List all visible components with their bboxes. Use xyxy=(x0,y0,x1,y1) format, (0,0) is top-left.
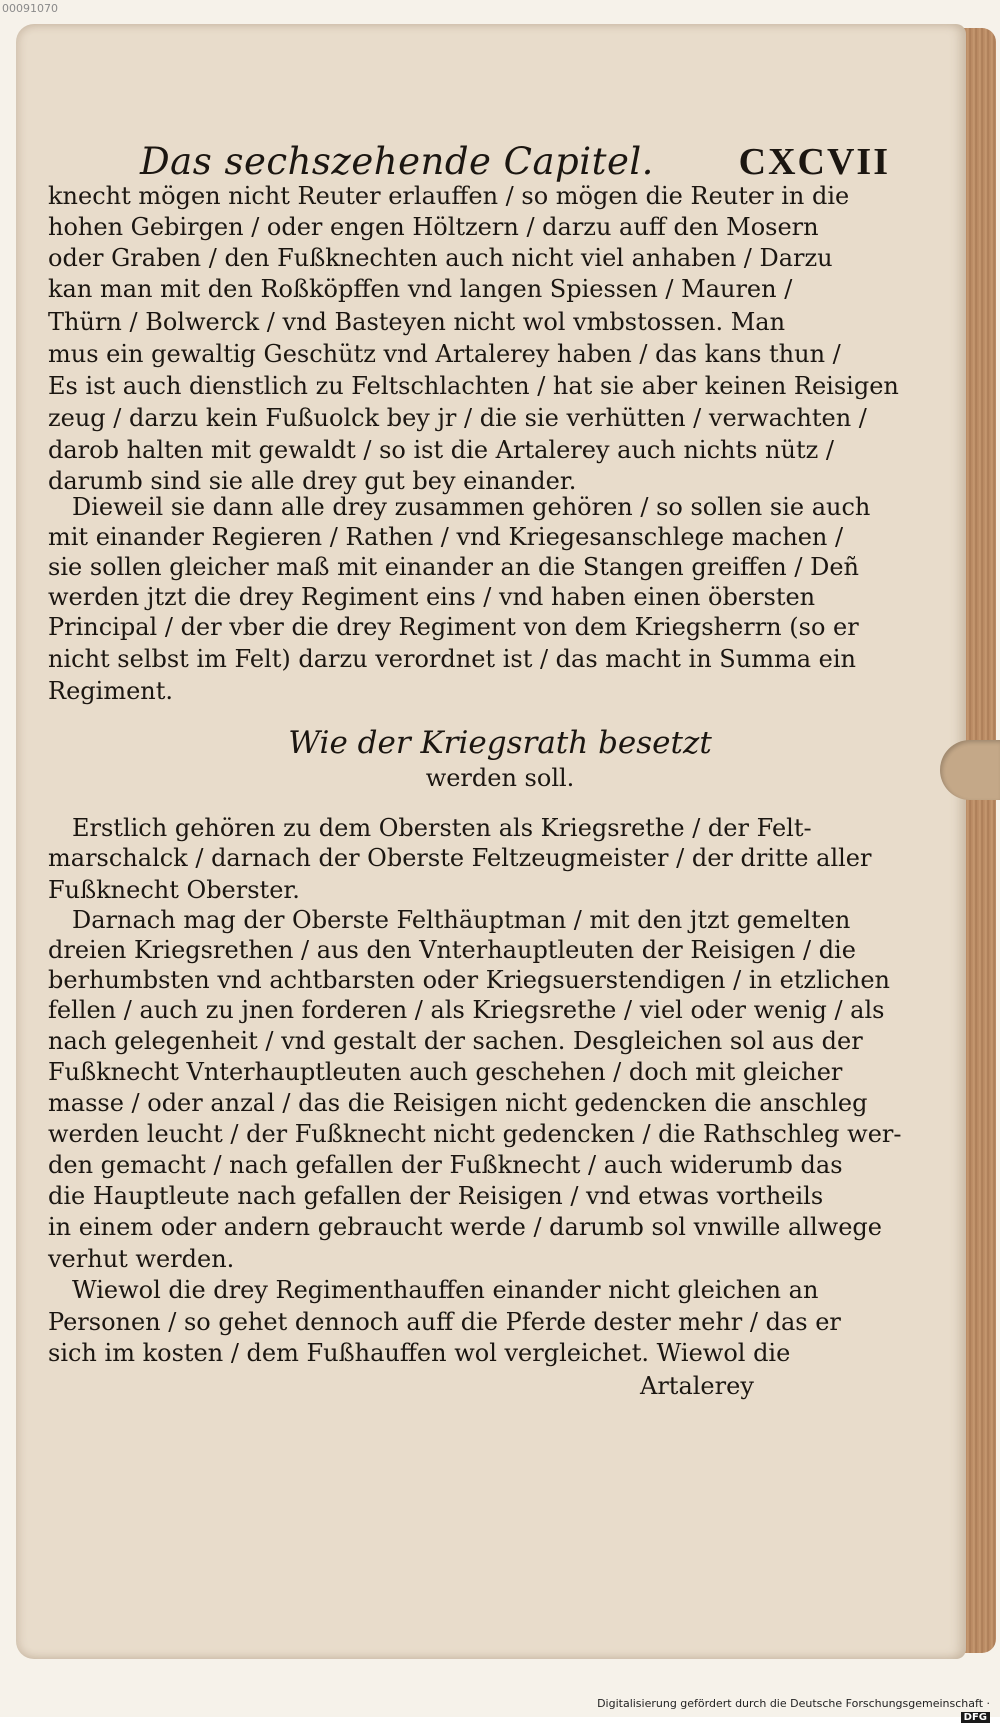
scan-id: 00091070 xyxy=(2,2,58,15)
text-line: Darnach mag der Oberste Felthäuptman / mit den jtzt gemelten xyxy=(72,906,851,934)
text-line: mus ein gewaltig Geschütz vnd Artalerey haben / das kans thun / xyxy=(48,340,841,368)
text-line: Personen / so gehet dennoch auff die Pferde dester mehr / das er xyxy=(48,1308,841,1336)
text-line: dreien Kriegsrethen / aus den Vnterhauptleuten der Reisigen / die xyxy=(48,936,856,964)
section-heading: Wie der Kriegsrath besetzt xyxy=(288,725,712,761)
text-line: Fußknecht Vnterhauptleuten auch geschehen / doch mit gleicher xyxy=(48,1058,843,1086)
text-line: hohen Gebirgen / oder engen Höltzern / darzu auff den Mosern xyxy=(48,213,819,241)
text-line: Dieweil sie dann alle drey zusammen gehören / so sollen sie auch xyxy=(72,493,871,521)
running-title: Das sechszehende Capitel. xyxy=(140,140,654,183)
catchword: Artalerey xyxy=(640,1372,754,1400)
text-line: Erstlich gehören zu dem Obersten als Kriegsrethe / der Felt- xyxy=(72,814,812,842)
text-line: sie sollen gleicher maß mit einander an die Stangen greiffen / Deñ xyxy=(48,553,859,581)
text-line: fellen / auch zu jnen forderen / als Kriegsrethe / viel oder wenig / als xyxy=(48,996,885,1024)
text-line: Fußknecht Oberster. xyxy=(48,876,300,904)
text-line: darob halten mit gewaldt / so ist die Artalerey auch nichts nütz / xyxy=(48,436,834,464)
text-line: nicht selbst im Felt) darzu verordnet ist / das macht in Summa ein xyxy=(48,645,856,673)
text-line: Wiewol die drey Regimenthauffen einander nicht gleichen an xyxy=(72,1276,819,1304)
footer-text: Digitalisierung gefördert durch die Deutsche Forschungsgemeinschaft · xyxy=(597,1697,990,1710)
text-line: zeug / darzu kein Fußuolck bey jr / die sie verhütten / verwachten / xyxy=(48,404,867,432)
text-line: verhut werden. xyxy=(48,1245,235,1273)
text-line: in einem oder andern gebraucht werde / darumb sol vnwille allwege xyxy=(48,1213,882,1241)
text-line: oder Graben / den Fußknechten auch nicht viel anhaben / Darzu xyxy=(48,244,833,272)
text-line: Regiment. xyxy=(48,677,174,705)
text-line: kan man mit den Roßköpffen vnd langen Spiessen / Mauren / xyxy=(48,275,793,303)
text-line: Thürn / Bolwerck / vnd Basteyen nicht wol vmbstossen. Man xyxy=(48,308,786,336)
text-line: sich im kosten / dem Fußhauffen wol vergleichet. Wiewol die xyxy=(48,1339,791,1367)
section-subheading: werden soll. xyxy=(425,764,575,792)
text-line: berhumbsten vnd achtbarsten oder Kriegsuerstendigen / in etzlichen xyxy=(48,966,890,994)
text-line: Principal / der vber die drey Regiment von dem Kriegsherrn (so er xyxy=(48,613,859,641)
text-line: den gemacht / nach gefallen der Fußknecht / auch widerumb das xyxy=(48,1151,843,1179)
text-line: werden jtzt die drey Regiment eins / vnd haben einen öbersten xyxy=(48,583,816,611)
text-line: darumb sind sie alle drey gut bey einander. xyxy=(48,467,577,495)
text-line: Es ist auch dienstlich zu Feltschlachten / hat sie aber keinen Reisigen xyxy=(48,372,899,400)
text-line: werden leucht / der Fußknecht nicht gedencken / die Rathschleg wer- xyxy=(48,1120,902,1148)
text-line: knecht mögen nicht Reuter erlauffen / so mögen die Reuter in die xyxy=(48,182,850,210)
text-line: die Hauptleute nach gefallen der Reisigen / vnd etwas vortheils xyxy=(48,1182,824,1210)
dfg-logo: DFG xyxy=(961,1712,990,1723)
folio-number: CXCVII xyxy=(738,141,890,183)
text-line: mit einander Regieren / Rathen / vnd Kriegesanschlege machen / xyxy=(48,523,844,551)
footer-credit xyxy=(580,1697,990,1723)
text-line: masse / oder anzal / das die Reisigen nicht gedencken die anschleg xyxy=(48,1089,868,1117)
text-line: nach gelegenheit / vnd gestalt der sachen. Desgleichen sol aus der xyxy=(48,1027,863,1055)
text-line: marschalck / darnach der Oberste Feltzeugmeister / der dritte aller xyxy=(48,844,872,872)
